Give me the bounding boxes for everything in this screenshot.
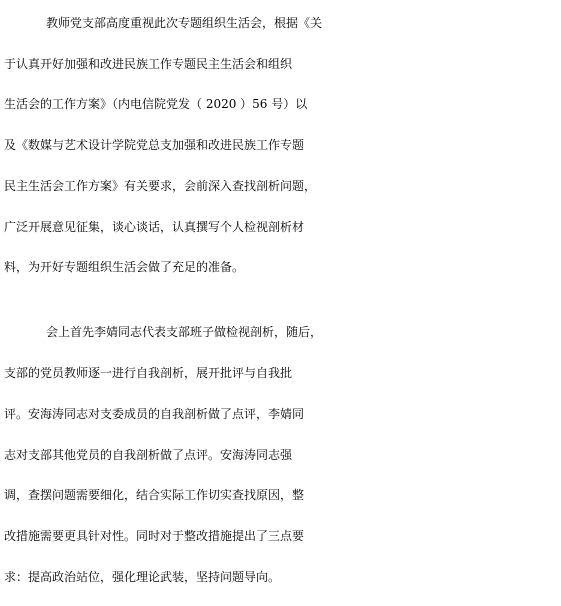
text-line: 求：提高政治站位，强化理论武装，坚持问题导向。 bbox=[4, 570, 281, 584]
text-line: 志对支部其他党员的自我剖析做了点评。安海涛同志强 bbox=[4, 448, 293, 462]
text-line: 广泛开展意见征集，谈心谈话，认真撰写个人检视剖析材 bbox=[4, 220, 305, 234]
text-line: 教师党支部高度重视此次专题组织生活会，根据《关 bbox=[46, 16, 323, 30]
text-line: 料，为开好专题组织生活会做了充足的准备。 bbox=[4, 260, 245, 274]
text-line: 于认真开好加强和改进民族工作专题民主生活会和组织 bbox=[4, 57, 293, 71]
text-line: 调，查摆问题需要细化，结合实际工作切实查找原因，整 bbox=[4, 488, 305, 502]
text-line: 评。安海涛同志对支委成员的自我剖析做了点评，李婧同 bbox=[4, 407, 305, 421]
text-line: 生活会的工作方案》（内电信院党发（ 2020 ）56 号）以 bbox=[4, 97, 308, 111]
text-line: 民主生活会工作方案》有关要求，会前深入查找剖析问题， bbox=[4, 179, 317, 193]
text-line: 及《数媒与艺术设计学院党总支加强和改进民族工作专题 bbox=[4, 138, 305, 152]
text-line: 会上首先李婧同志代表支部班子做检视剖析，随后， bbox=[46, 325, 323, 339]
text-line: 支部的党员教师逐一进行自我剖析，展开批评与自我批 bbox=[4, 366, 293, 380]
text-line: 改措施需要更具针对性。同时对于整改措施提出了三点要 bbox=[4, 529, 305, 543]
